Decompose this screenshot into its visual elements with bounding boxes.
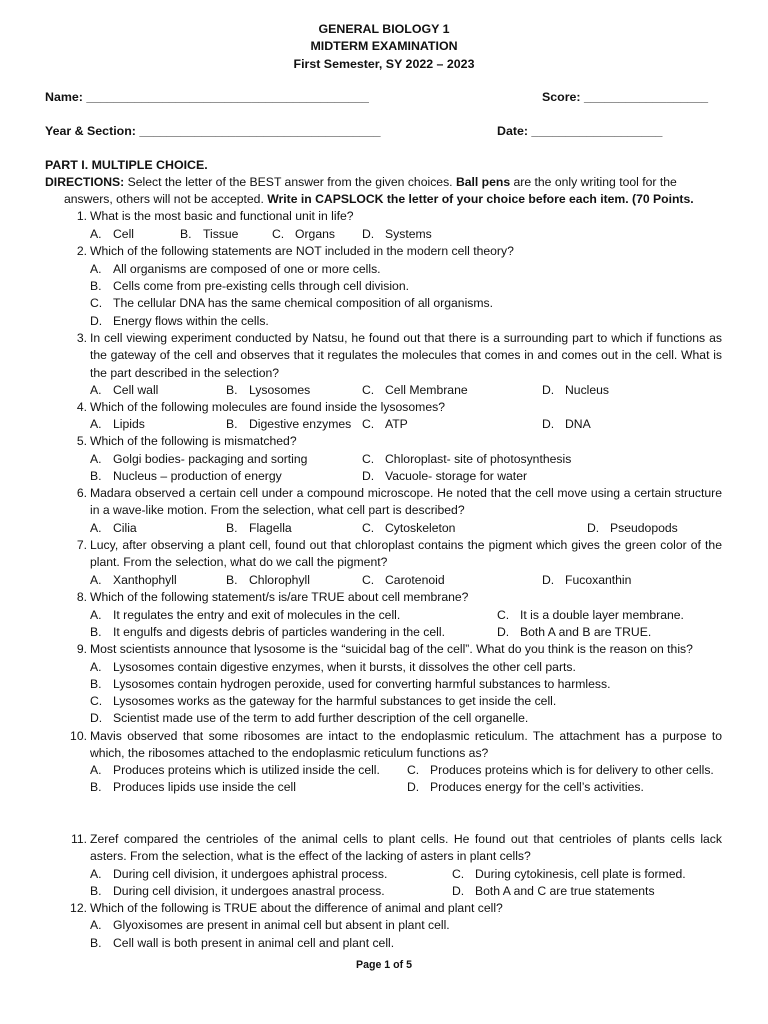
option: A. Cell bbox=[90, 227, 134, 241]
question-12-options bbox=[90, 917, 722, 934]
question-number: 6. bbox=[76, 486, 87, 500]
question-3 bbox=[67, 330, 722, 382]
score-field: Score: __________________ bbox=[542, 90, 709, 104]
question-5-options bbox=[90, 451, 722, 468]
option: A. Produces proteins which is utilized inside the cell. bbox=[90, 763, 380, 777]
option: C. Organs bbox=[272, 227, 335, 241]
exam-title: MIDTERM EXAMINATION bbox=[310, 39, 458, 54]
option: D. Vacuole- storage for water bbox=[362, 469, 528, 483]
option: A. Cilia bbox=[90, 521, 137, 535]
option: B. Lysosomes contain hydrogen peroxide, used for converting harmful substances to harmless. bbox=[90, 677, 611, 691]
option: B. Digestive enzymes bbox=[226, 417, 352, 431]
question-8-options bbox=[90, 607, 722, 624]
option: B. Lysosomes bbox=[226, 383, 311, 397]
directions-text-2: are the only writing tool for the bbox=[510, 175, 677, 189]
option: A. Xanthophyll bbox=[90, 573, 177, 587]
question-number: 10. bbox=[70, 729, 87, 743]
question-4 bbox=[67, 399, 722, 416]
option: A. Lipids bbox=[90, 417, 145, 431]
option: D. Fucoxanthin bbox=[542, 573, 632, 587]
year-section-field: Year & Section: ___________________________________ bbox=[45, 124, 381, 138]
question-number: 9. bbox=[76, 642, 87, 656]
question-number: 7. bbox=[76, 538, 87, 552]
option: B. Cells come from pre-existing cells through cell division. bbox=[90, 279, 409, 293]
option: C. Lysosomes works as the gateway for the harmful substances to get inside the cell. bbox=[90, 694, 557, 708]
directions-label: DIRECTIONS: bbox=[45, 175, 125, 189]
question-stem: Mavis observed that some ribosomes are intact to the endoplasmic reticulum. The attachment has a purpose to which, the ribosomes attached to the endoplasmic reticulum functions as? bbox=[90, 729, 722, 761]
question-11-options bbox=[90, 866, 722, 883]
question-2-options bbox=[90, 261, 722, 278]
question-10-options bbox=[90, 762, 722, 779]
option: A. Lysosomes contain digestive enzymes, when it bursts, it dissolves the other cell parts. bbox=[90, 660, 576, 674]
option: C. During cytokinesis, cell plate is formed. bbox=[452, 867, 686, 881]
question-10 bbox=[67, 728, 722, 763]
question-3-options bbox=[90, 382, 722, 399]
option: A. During cell division, it undergoes aphistral process. bbox=[90, 867, 388, 881]
option: C. Produces proteins which is for delivery to other cells. bbox=[407, 763, 714, 777]
option: C. It is a double layer membrane. bbox=[497, 608, 684, 622]
question-stem: Which of the following statement/s is/are TRUE about cell membrane? bbox=[90, 590, 469, 604]
question-stem: Which of the following is mismatched? bbox=[90, 434, 297, 448]
question-9-options bbox=[90, 659, 722, 676]
option: D. Systems bbox=[362, 227, 432, 241]
option: B. Tissue bbox=[180, 227, 239, 241]
question-number: 3. bbox=[76, 331, 87, 345]
question-number: 8. bbox=[76, 590, 87, 604]
question-stem: What is the most basic and functional unit in life? bbox=[90, 209, 354, 223]
question-number: 1. bbox=[76, 209, 87, 223]
question-number: 5. bbox=[76, 434, 87, 448]
option: A. It regulates the entry and exit of molecules in the cell. bbox=[90, 608, 401, 622]
question-1-options bbox=[90, 226, 722, 243]
option: A. Golgi bodies- packaging and sorting bbox=[90, 452, 308, 466]
question-2 bbox=[67, 243, 722, 260]
option: C. Carotenoid bbox=[362, 573, 445, 587]
option: B. Flagella bbox=[226, 521, 292, 535]
option: D. Nucleus bbox=[542, 383, 610, 397]
question-6 bbox=[67, 485, 722, 520]
question-1 bbox=[67, 208, 722, 225]
option: B. Produces lipids use inside the cell bbox=[90, 780, 296, 794]
question-7 bbox=[67, 537, 722, 572]
question-stem: Which of the following molecules are found inside the lysosomes? bbox=[90, 400, 445, 414]
question-stem: Madara observed a certain cell under a compound microscope. He noted that the cell move using a certain structure in a wave-like motion. From the selection, what cell part is described? bbox=[90, 486, 722, 518]
question-stem: Which of the following statements are NOT included in the modern cell theory? bbox=[90, 244, 514, 258]
question-7-options bbox=[90, 572, 722, 589]
option: D. Scientist made use of the term to add further description of the cell organelle. bbox=[90, 711, 529, 725]
option: D. Pseudopods bbox=[587, 521, 678, 535]
option: C. Cytoskeleton bbox=[362, 521, 456, 535]
question-6-options bbox=[90, 520, 722, 537]
option: B. During cell division, it undergoes anastral process. bbox=[90, 884, 385, 898]
question-9 bbox=[67, 641, 722, 658]
option: B. Cell wall is both present in animal cell and plant cell. bbox=[90, 936, 395, 950]
option: C. The cellular DNA has the same chemical composition of all organisms. bbox=[90, 296, 494, 310]
option: C. Cell Membrane bbox=[362, 383, 468, 397]
option: A. All organisms are composed of one or more cells. bbox=[90, 262, 381, 276]
option: A. Glyoxisomes are present in animal cell but absent in plant cell. bbox=[90, 918, 450, 932]
question-5 bbox=[67, 433, 722, 450]
option: C. Chloroplast- site of photosynthesis bbox=[362, 452, 572, 466]
question-8 bbox=[67, 589, 722, 606]
question-number: 2. bbox=[76, 244, 87, 258]
option: D. Both A and B are TRUE. bbox=[497, 625, 652, 639]
date-field: Date: ___________________ bbox=[497, 124, 663, 138]
directions-text-3: answers, others will not be accepted. bbox=[64, 192, 268, 207]
directions-bold-1: Ball pens bbox=[455, 175, 511, 189]
option: D. Produces energy for the cell’s activities. bbox=[407, 780, 644, 794]
course-title: GENERAL BIOLOGY 1 bbox=[318, 22, 450, 36]
option: D. Energy flows within the cells. bbox=[90, 314, 269, 328]
question-stem: Which of the following is TRUE about the difference of animal and plant cell? bbox=[90, 901, 503, 915]
question-stem: Lucy, after observing a plant cell, found out that chloroplast contains the pigment which gives the green color of the plant. From the selection, what do we call the pigment? bbox=[90, 538, 722, 570]
question-stem: In cell viewing experiment conducted by Natsu, he found out that there is a surrounding part to which if functions as the gateway of the cell and observes that it regulates the molecules that comes in and comes out in the cell. What is the part described in the selection? bbox=[90, 331, 722, 380]
option: B. It engulfs and digests debris of particles wandering in the cell. bbox=[90, 625, 445, 639]
question-number: 11. bbox=[70, 832, 87, 846]
page-number: Page 1 of 5 bbox=[356, 959, 412, 971]
name-field: Name: _________________________________________ bbox=[45, 90, 369, 104]
directions-bold-2: Write in CAPSLOCK the letter of your choice before each item. (70 Points. bbox=[267, 192, 694, 207]
question-12 bbox=[67, 900, 722, 917]
question-4-options bbox=[90, 416, 722, 433]
question-stem: Most scientists announce that lysosome is the “suicidal bag of the cell”. What do you think is the reason on this? bbox=[90, 642, 693, 656]
question-11 bbox=[67, 831, 722, 866]
option: A. Cell wall bbox=[90, 383, 159, 397]
option: D. Both A and C are true statements bbox=[452, 884, 655, 898]
question-number: 4. bbox=[76, 400, 87, 414]
option: D. DNA bbox=[542, 417, 591, 431]
directions bbox=[45, 174, 722, 208]
exam-header bbox=[0, 21, 768, 73]
option: B. Chlorophyll bbox=[226, 573, 310, 587]
semester-line: First Semester, SY 2022 – 2023 bbox=[293, 56, 475, 71]
option: B. Nucleus – production of energy bbox=[90, 469, 282, 483]
question-stem: Zeref compared the centrioles of the animal cells to plant cells. He found out that centrioles of plants cells lack asters. From the selection, what is the effect of the lacking of asters in plant cells? bbox=[90, 832, 722, 864]
part-title: PART I. MULTIPLE CHOICE. bbox=[45, 158, 208, 172]
directions-text-1: Select the letter of the BEST answer from the given choices. bbox=[124, 175, 456, 189]
option: C. ATP bbox=[362, 417, 408, 431]
question-number: 12. bbox=[70, 901, 87, 915]
